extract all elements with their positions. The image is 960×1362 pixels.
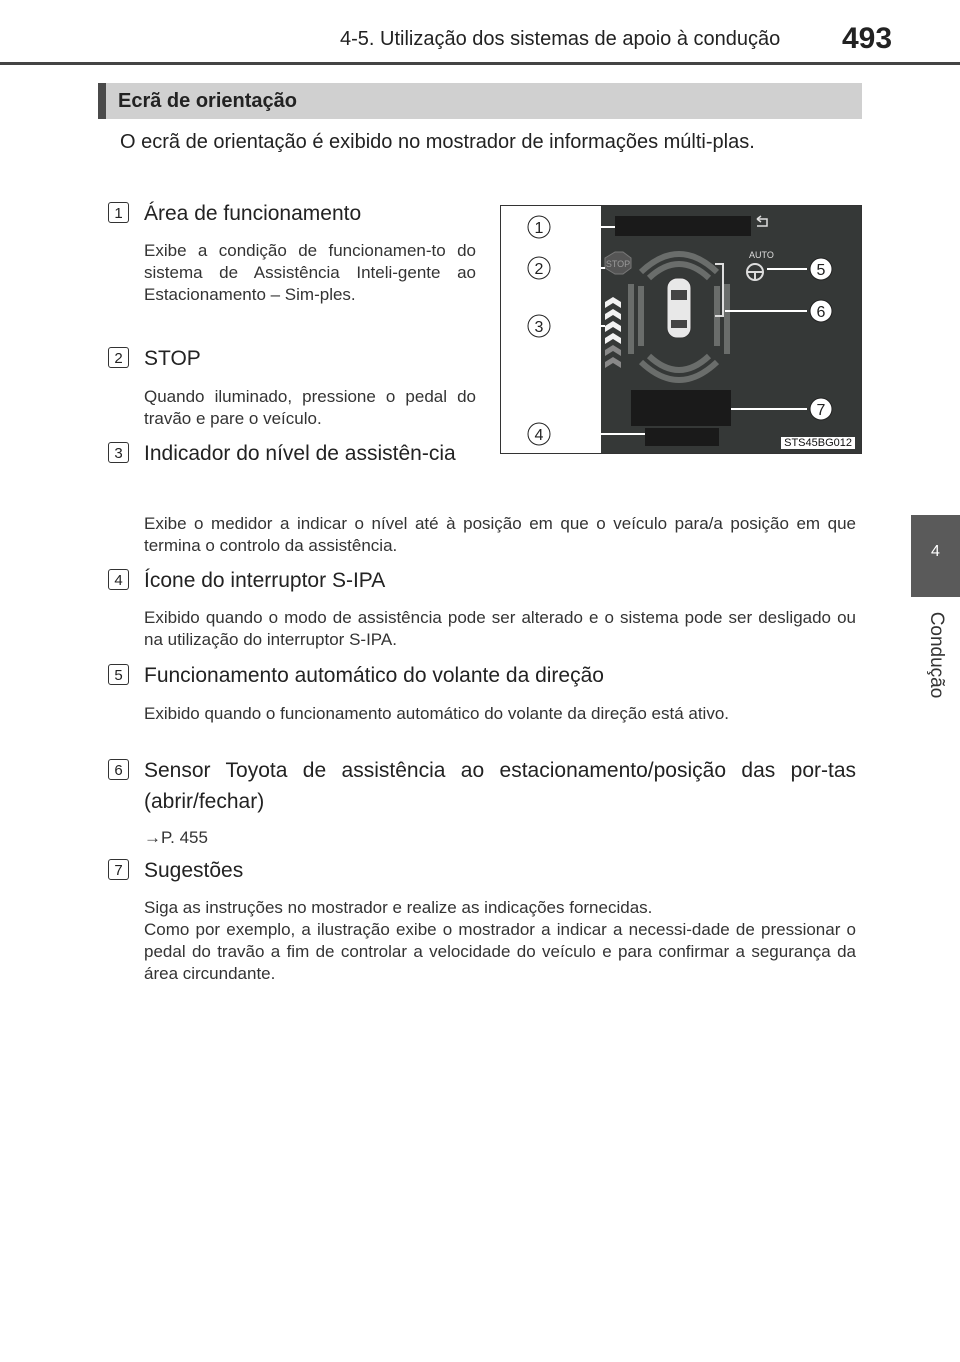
callout-7: 7	[816, 402, 826, 419]
callout-4: 4	[534, 427, 544, 444]
item-number-5: 5	[108, 664, 129, 685]
vehicle-icon	[667, 278, 691, 338]
item-body-1: Exibe a condição de funcionamen-to do sistema de Assistência Inteli-gente ao Estacionamento – Sim-ples.	[144, 241, 476, 304]
guidance-screen-illustration	[501, 206, 862, 454]
item-body-4: Exibido quando o modo de assistência pode ser alterado e o sistema pode ser desligado ou na utilização do interruptor S-IPA.	[144, 608, 856, 649]
auto-label: AUTO	[749, 250, 774, 260]
header-title: 4-5. Utilização dos sistemas de apoio à condução	[340, 28, 781, 50]
vehicle-rear-window	[671, 320, 687, 328]
chapter-tab	[911, 515, 960, 597]
item-number-1: 1	[108, 202, 129, 223]
item-title-6: Sensor Toyota de assistência ao estacionamento/posição das por-tas (abrir/fechar)	[144, 759, 856, 813]
intro-paragraph: O ecrã de orientação é exibido no mostrador de informações múlti-plas.	[120, 131, 755, 153]
item-number-6: 6	[108, 759, 129, 780]
item-title-1: Área de funcionamento	[144, 202, 362, 225]
item-body-2: Quando iluminado, pressione o pedal do travão e pare o veículo.	[144, 387, 476, 428]
item-body-7: Siga as instruções no mostrador e realize as indicações fornecidas. Como por exemplo, a ilustração exibe o mostrador a indicar a necessi-dade de pressionar o pedal do travão a fim de controlar a velocidade do veículo e para confirmar a segurança da área circundante.	[144, 898, 856, 983]
suggestion-box	[631, 390, 731, 426]
callout-1: 1	[534, 220, 544, 237]
callout-5: 5	[816, 262, 826, 279]
callout-margin	[501, 206, 613, 454]
page-number: 493	[842, 22, 893, 55]
item-title-7: Sugestões	[144, 859, 244, 882]
section-heading-bar	[98, 83, 862, 119]
figure-code: STS45BG012	[781, 437, 855, 449]
item-number-7: 7	[108, 859, 129, 880]
callout-2: 2	[534, 261, 544, 278]
item-body-3: Exibe o medidor a indicar o nível até à posição em que o veículo para/a posição em que termina o controlo da assistência.	[144, 514, 856, 555]
item-body-6: →P. 455	[144, 828, 208, 847]
page-header	[0, 0, 960, 70]
item-number-3: 3	[108, 442, 129, 463]
item-number-2: 2	[108, 347, 129, 368]
s-ipa-switch-icon-box	[645, 428, 719, 446]
chapter-number: 4	[931, 543, 940, 560]
vehicle-windshield	[671, 290, 687, 300]
callout-3: 3	[534, 319, 544, 336]
header-rule	[0, 62, 960, 65]
item-body-5: Exibido quando o funcionamento automático do volante da direção está ativo.	[144, 704, 730, 723]
guidance-screen-figure	[500, 205, 862, 454]
item-title-5: Funcionamento automático do volante da direção	[144, 664, 604, 687]
section-bar-accent	[98, 83, 106, 119]
item-title-3: Indicador do nível de assistên-cia	[144, 442, 456, 465]
item-number-4: 4	[108, 569, 129, 590]
section-title: Ecrã de orientação	[118, 90, 297, 112]
item-title-4: Ícone do interruptor S-IPA	[144, 569, 386, 592]
item-title-2: STOP	[144, 347, 201, 370]
callout-6: 6	[816, 304, 826, 321]
operation-area-bar	[615, 216, 751, 236]
chapter-label: Condução	[926, 611, 947, 699]
stop-indicator-label: STOP	[605, 259, 631, 269]
